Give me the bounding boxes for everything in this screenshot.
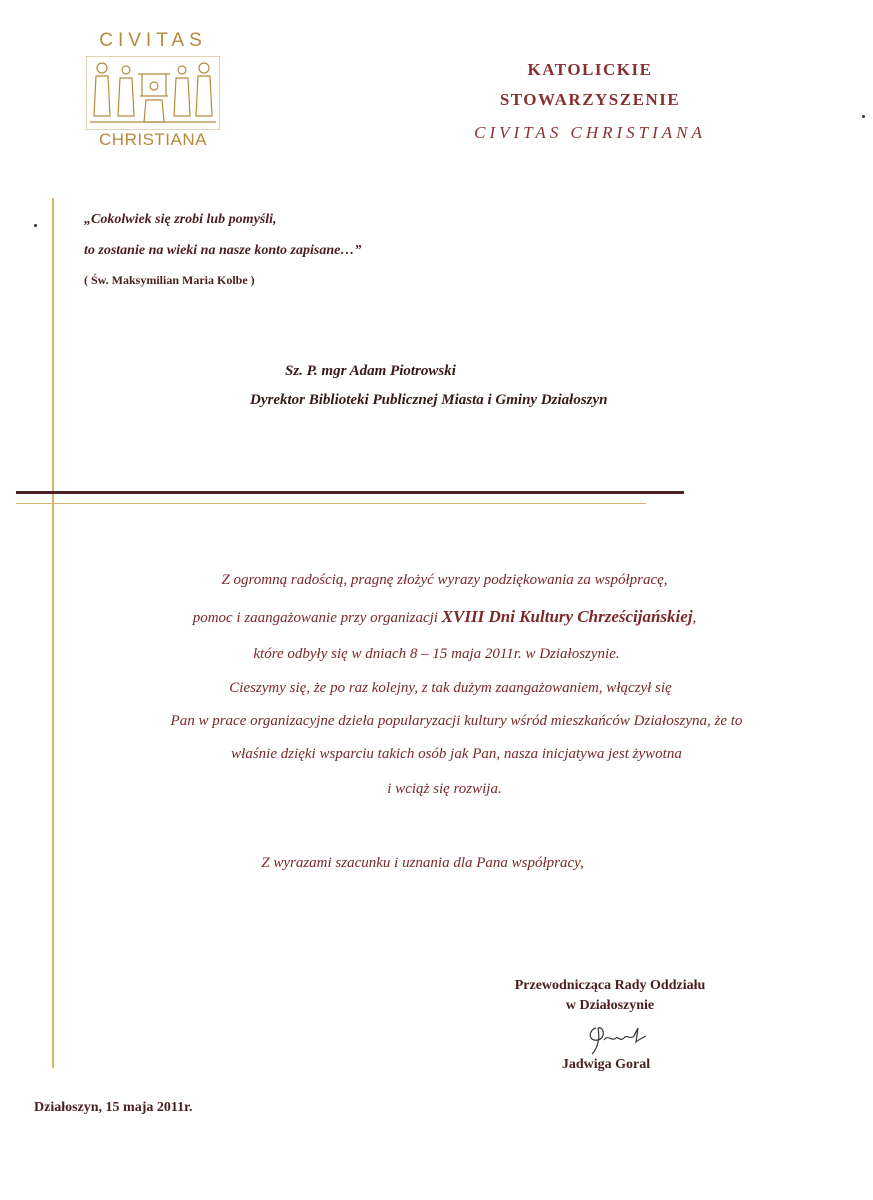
body-line-2 bbox=[8, 607, 873, 627]
letter-date: Działoszyn, 15 maja 2011r. bbox=[34, 1100, 193, 1115]
quote-line1: „Cokolwiek się zrobi lub pomyśli, bbox=[84, 212, 277, 227]
signatory-role: Przewodnicząca Rady Oddziału bbox=[514, 978, 706, 993]
speck-dot bbox=[34, 224, 37, 227]
logo-top-text: CIVITAS bbox=[99, 30, 207, 51]
logo-bottom-text: CHRISTIANA bbox=[99, 130, 207, 149]
body-line-6: właśnie dzięki wsparciu takich osób jak Pan, nasza inicjatywa jest żywotna bbox=[231, 746, 682, 762]
closing-line: Z wyrazami szacunku i uznania dla Pana współpracy, bbox=[261, 855, 584, 871]
org-name-line1: KATOLICKIE bbox=[527, 60, 653, 79]
speck-dot bbox=[862, 115, 865, 118]
event-name: XVIII Dni Kultury Chrześcijańskiej bbox=[441, 607, 693, 626]
logo-engraving-icon bbox=[86, 56, 220, 130]
org-name-line2: STOWARZYSZENIE bbox=[499, 90, 681, 109]
recipient-title: Dyrektor Biblioteki Publicznej Miasta i Gminy Działoszyn bbox=[250, 392, 608, 408]
handwritten-signature bbox=[578, 1020, 658, 1056]
body-line-5: Pan w prace organizacyjne dzieła popularyzacji kultury wśród mieszkańców Działoszyna, że to bbox=[170, 713, 743, 729]
quote-line2: to zostanie na wieki na nasze konto zapisane…” bbox=[84, 243, 362, 258]
body-line-7: i wciąż się rozwija. bbox=[387, 781, 502, 797]
horizontal-gold-rule bbox=[16, 503, 646, 504]
body-line-4: Cieszymy się, że po raz kolejny, z tak dużym zaangażowaniem, włączył się bbox=[229, 680, 672, 696]
civitas-christiana-logo bbox=[78, 30, 228, 152]
body-line-1: Z ogromną radością, pragnę złożyć wyrazy podziękowania za współpracę, bbox=[221, 572, 668, 588]
body-line-2-start: pomoc i zaangażowanie przy organizacji bbox=[192, 610, 442, 626]
quote-attribution: ( Św. Maksymilian Maria Kolbe ) bbox=[84, 273, 255, 287]
signatory-name: Jadwiga Goral bbox=[561, 1057, 651, 1072]
org-name-line3: CIVITAS CHRISTIANA bbox=[474, 123, 706, 142]
horizontal-dark-rule bbox=[16, 491, 684, 494]
body-line-2-end: , bbox=[692, 610, 697, 626]
signatory-branch: w Działoszynie bbox=[565, 998, 655, 1013]
vertical-gold-rule bbox=[52, 198, 54, 1068]
body-line-3: które odbyły się w dniach 8 – 15 maja 2011r. w Działoszynie. bbox=[253, 646, 620, 662]
recipient-name: Sz. P. mgr Adam Piotrowski bbox=[285, 363, 456, 379]
